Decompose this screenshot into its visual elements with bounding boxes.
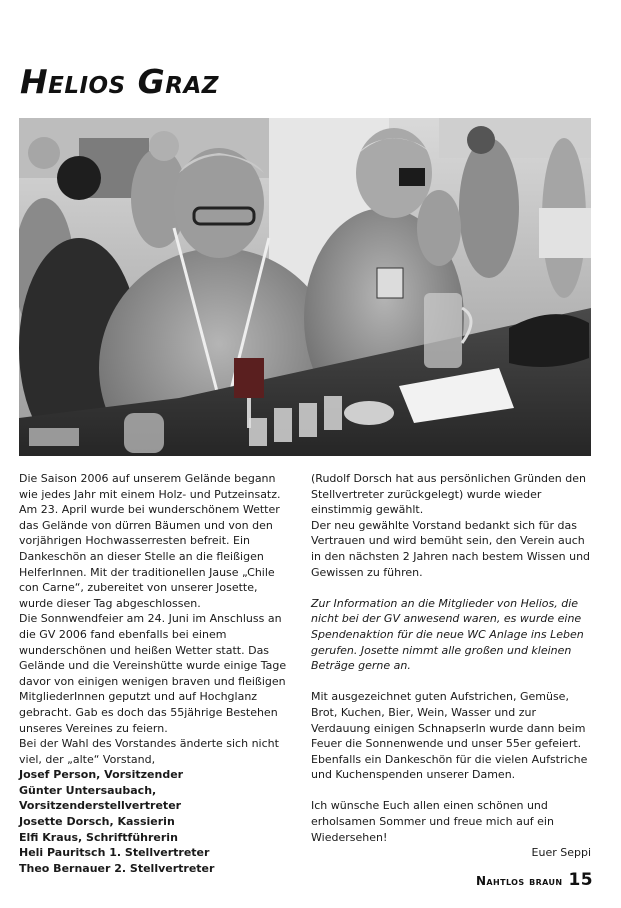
right-column [311,471,591,861]
page-footer [476,870,593,890]
page-title: Helios Graz [20,62,219,101]
board-member: Theo Bernauer 2. Stellvertreter [19,861,215,875]
board-member: Elfi Kraus, Schriftführerin [19,830,178,844]
board-member: Günter Untersaubach, Vorsitzenderstellvertreter [19,783,182,813]
paragraph: Die Sonnwendfeier am 24. Juni im Anschluss an die GV 2006 fand ebenfalls bei einem wunderschönen und heißen Wetter statt. Das Gelände und die Vereinshütte wurde einige Tage davor von einigen wenigen braven und fleißigen MitgliederInnen geputzt und auf Hochglanz gebracht. Gab es doch das 55jährige Bestehen unseres Vereines zu feiern. [19,612,287,735]
donation-notice: Zur Information an die Mitglieder von Helios, die nicht bei der GV anwesend waren, es wurde eine Spendenaktion für die neue WC Anlage ins Leben gerufen. Josette nimmt alle großen und kleinen Beträge gerne an. [311,596,584,673]
paragraph: Der neu gewählte Vorstand bedankt sich für das Vertrauen und wird bemüht sein, den Verein auch in den nächsten 2 Jahren nach bestem Wissen und Gewissen zu führen. [311,518,591,579]
board-member: Josef Person, Vorsitzender [19,768,184,782]
page-number: 15 [568,870,593,890]
board-member: Heli Pauritsch 1. Stellvertreter [19,846,210,860]
paragraph: (Rudolf Dorsch hat aus persönlichen Gründen den Stellvertreter zurückgelegt) wurde wieder einstimmig gewählt. [311,472,586,517]
photo-icon [19,118,591,456]
paragraph: Mit ausgezeichnet guten Aufstrichen, Gemüse, Brot, Kuchen, Bier, Wein, Wasser und zur Verdauung einigen Schnapserln wurde dann beim Feuer die Sonnenwende und unser 55er gefeiert. Ebenfalls ein Dankeschön für die vielen Aufstriche und Kuchenspenden unserer Damen. [311,690,588,782]
board-member: Josette Dorsch, Kassierin [19,815,175,829]
paragraph: Die Saison 2006 auf unserem Gelände begann wie jedes Jahr mit einem Holz- und Putzeinsatz. Am 23. April wurde bei wunderschönem Wetter das Gelände von dürren Bäumen und von den vorjährigen Hochwasserresten befreit. Ein Dankeschön an dieser Stelle an die fleißigen HelferInnen. Mit der traditionellen Jause „Chile con Carne“, zubereitet von unserer Josette, wurde dieser Tag abgeschlossen. [19,472,281,610]
group-photo [19,118,591,456]
paragraph: Bei der Wahl des Vorstandes änderte sich nicht viel, der „alte“ Vorstand, [19,737,279,766]
left-column [19,471,294,876]
signature: Euer Seppi [531,846,591,860]
paragraph: Ich wünsche Euch allen einen schönen und erholsamen Sommer und freue mich auf ein Wiedersehen! [311,799,554,844]
magazine-name: Nahtlos braun [475,874,563,888]
